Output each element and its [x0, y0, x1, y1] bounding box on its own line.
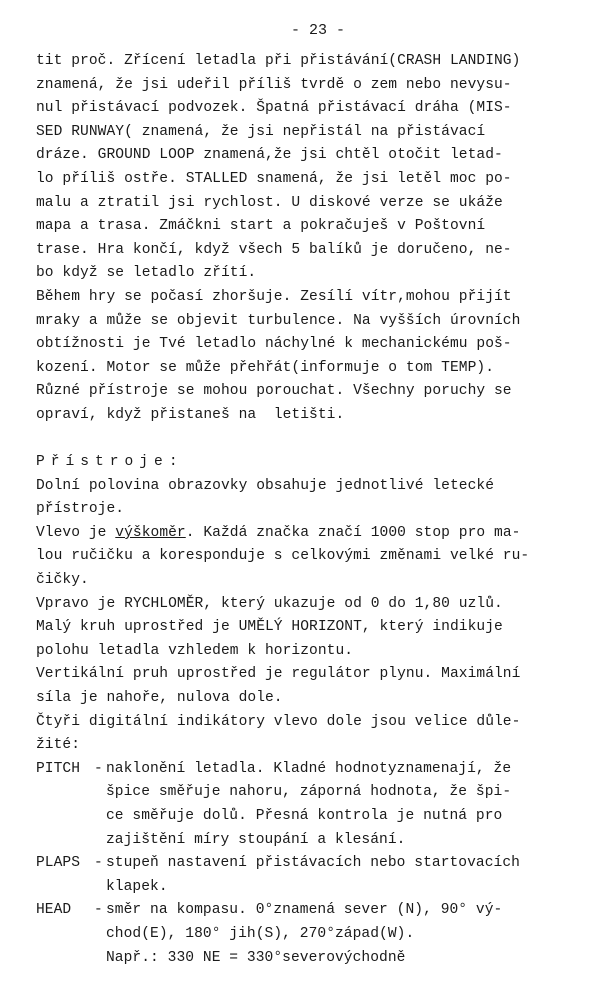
text-line: malu a ztratil jsi rychlost. U diskové verze se ukáže	[36, 194, 503, 211]
text-line: tit proč. Zřícení letadla při přistávání(CRASH LANDING)	[36, 53, 521, 69]
text-line: chod(E), 180° jih(S), 270°západ(W).	[106, 925, 415, 942]
text-line: naklonění letadla. Kladné hodnotyznamenají, že	[106, 760, 512, 777]
text-line: žité:	[36, 737, 81, 754]
altimeter-prefix: Vlevo je	[36, 524, 116, 541]
text-line: čičky.	[36, 572, 89, 589]
definition-body	[106, 899, 576, 970]
text-line: obtížnosti je Tvé letadlo náchylné k mechanickému poš-	[36, 336, 512, 353]
text-line: ce směřuje dolů. Přesná kontrola je nutná pro	[106, 808, 503, 824]
altimeter-term: výškoměr	[115, 524, 186, 541]
text-line: mapa a trasa. Zmáčkni start a pokračuješ v Poštovní	[36, 218, 486, 235]
text-line: znamená, že jsi udeřil příliš tvrdě o zem nebo nevysu-	[36, 76, 512, 93]
text-line: stupeň nastavení přistávacích nebo startovacích	[106, 855, 520, 872]
text-line: Různé přístroje se mohou porouchat. Všechny poruchy se	[36, 383, 512, 400]
text-line: přístroje.	[36, 501, 125, 518]
definition-term: PLAPS	[36, 855, 81, 872]
text-line: lo příliš ostře. STALLED snamená, že jsi letěl moc po-	[36, 170, 512, 187]
definition-list	[36, 758, 576, 970]
document-page	[36, 20, 576, 970]
text-line: lou ručičku a koresponduje s celkovými změnami velké ru-	[36, 548, 530, 565]
definition-pitch	[36, 758, 576, 852]
blank-line	[36, 428, 576, 452]
text-line: Dolní polovina obrazovky obsahuje jednotlivé letecké	[36, 477, 494, 494]
paragraph-weather	[36, 286, 576, 428]
text-line: klapek.	[106, 878, 168, 895]
text-line: opraví, když přistaneš na letišti.	[36, 406, 345, 423]
text-line: Malý kruh uprostřed je UMĚLÝ HORIZONT, který indikuje	[36, 619, 503, 636]
text-line: SED RUNWAY( znamená, že jsi nepřistál na přistávací	[36, 123, 486, 140]
definition-head	[36, 899, 576, 970]
definition-dash: -	[94, 855, 103, 872]
text-line: kození. Motor se může přehřát(informuje o tom TEMP).	[36, 359, 494, 376]
text-line: síla je nahoře, nulova dole.	[36, 690, 283, 707]
text-line: špice směřuje nahoru, záporná hodnota, že špi-	[106, 784, 512, 801]
text-line: směr na kompasu. 0°znamená sever (N), 90° vý-	[106, 902, 503, 919]
section-heading: Přístroje:	[36, 454, 184, 471]
definition-term: PITCH	[36, 760, 81, 777]
text-line: Vpravo je RYCHLOMĚR, který ukazuje od 0 do 1,80 uzlů.	[36, 595, 503, 612]
text-line: polohu letadla vzhledem k horizontu.	[36, 642, 354, 659]
text-line: Vertikální pruh uprostřed je regulátor plynu. Maximální	[36, 666, 521, 683]
text-line	[36, 522, 576, 546]
definition-dash: -	[94, 902, 103, 919]
definition-body	[106, 852, 576, 899]
page-number: - 23 -	[290, 22, 345, 39]
paragraph-altimeter	[36, 522, 576, 593]
altimeter-suffix: . Každá značka značí 1000 stop pro ma-	[185, 524, 521, 541]
text-line: Během hry se počasí zhoršuje. Zesílí vítr,mohou přijít	[36, 288, 512, 305]
text-line: Čtyři digitální indikátory vlevo dole jsou velice důle-	[36, 713, 521, 730]
text-line: trase. Hra končí, když všech 5 balíků je doručeno, ne-	[36, 241, 512, 258]
definition-body	[106, 758, 576, 852]
text-line: bo když se letadlo zřítí.	[36, 265, 257, 282]
definition-term: HEAD	[36, 902, 72, 919]
definition-dash: -	[94, 760, 103, 777]
text-line: mraky a může se objevit turbulence. Na vyšších úrovních	[36, 312, 521, 329]
paragraph-speedometer	[36, 593, 576, 758]
text-line: nul přistávací podvozek. Špatná přistávací dráha (MIS-	[36, 100, 512, 117]
definition-plaps	[36, 852, 576, 899]
text-line: zajištění míry stoupání a klesání.	[106, 831, 406, 848]
text-line: dráze. GROUND LOOP znamená,že jsi chtěl otočit letad-	[36, 147, 503, 164]
paragraph-crash-landing	[36, 50, 576, 286]
text-line: Např.: 330 NE = 330°severovýchodně	[106, 949, 406, 966]
paragraph-instruments-intro	[36, 475, 576, 522]
